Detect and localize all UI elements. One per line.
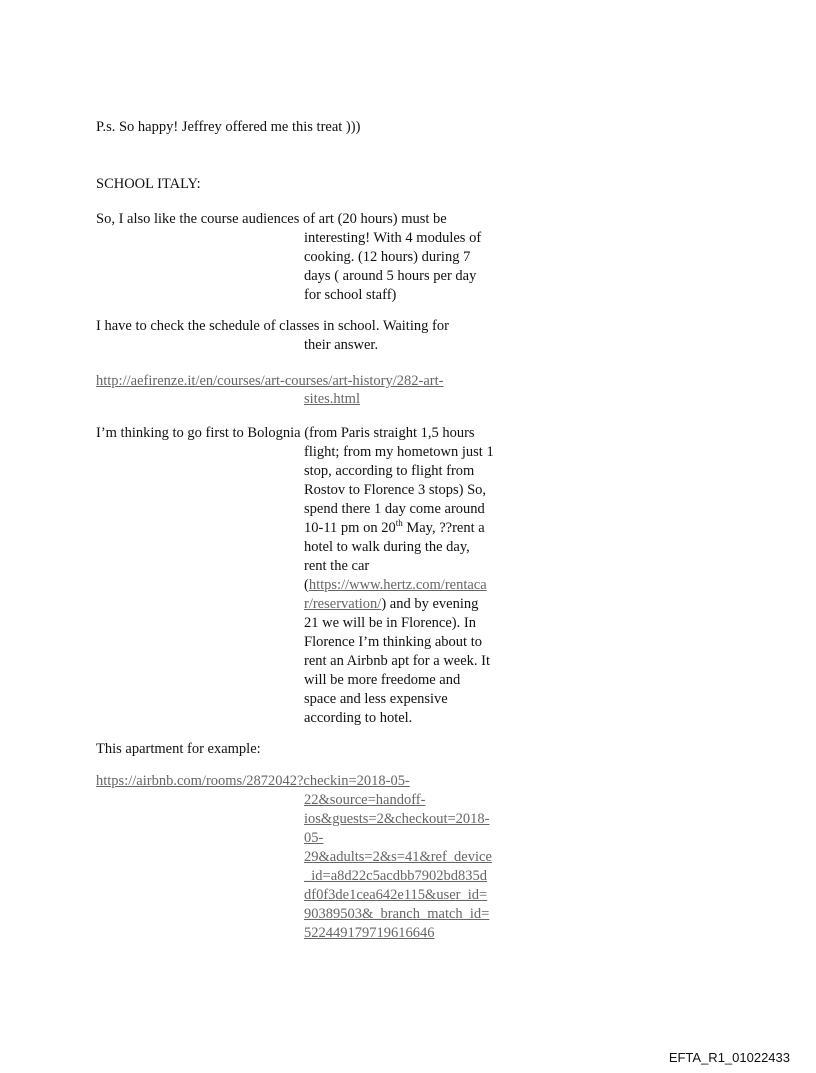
ps-line: P.s. So happy! Jeffrey offered me this treat ))) [96,119,361,135]
paragraph-line: interesting! With 4 modules of [304,230,482,246]
paragraph-line: days ( around 5 hours per day [304,268,477,284]
text-run: ) and by evening [381,596,479,612]
paragraph-line: cooking. (12 hours) during 7 [304,249,471,265]
hertz-link[interactable]: https://www.hertz.com/rentaca [308,577,487,593]
paragraph-line: rent an Airbnb apt for a week. It [304,653,491,669]
superscript-th: th [395,518,403,529]
paragraph-line: hotel to walk during the day, [304,539,470,555]
document-id-footer: EFTA_R1_01022433 [668,1050,790,1065]
airbnb-link[interactable]: _id=a8d22c5acdbb7902bd835d [304,868,487,884]
paragraph-line: So, I also like the course audiences of art (20 hours) must be [96,211,447,227]
aefirenze-link[interactable]: http://aefirenze.it/en/courses/art-courses/art-history/282-art- [96,373,444,389]
text-run: 10-11 pm on 20 [304,520,396,536]
paragraph-line: spend there 1 day come around [304,501,485,517]
airbnb-link[interactable]: 90389503&_branch_match_id= [304,906,490,922]
airbnb-link[interactable]: 29&adults=2&s=41&ref_device [304,849,492,865]
paragraph-line: rent the car [304,558,370,574]
paragraph-line: their answer. [304,337,379,353]
paragraph-line: I have to check the schedule of classes in school. Waiting for [96,318,449,334]
paragraph-line: stop, according to flight from [304,463,475,479]
aefirenze-link[interactable]: sites.html [304,391,360,407]
paragraph-line: for school staff) [304,287,397,303]
paragraph-line: according to hotel. [304,710,413,726]
paragraph-line [304,576,487,595]
paragraph-line: flight; from my hometown just 1 [304,444,494,460]
paragraph-line: Rostov to Florence 3 stops) So, [304,482,487,498]
paragraph-line: space and less expensive [304,691,448,707]
paragraph-line [304,595,478,614]
airbnb-link[interactable]: https://airbnb.com/rooms/2872042?checkin=2018-05- [96,773,410,789]
paragraph-line: Florence I’m thinking about to [304,634,482,650]
paragraph-line: I’m thinking to go first to Bolognia (from Paris straight 1,5 hours [96,425,475,441]
text-run: ( [304,577,309,593]
hertz-link[interactable]: r/reservation/ [304,596,382,612]
text-run: May, ??rent a [402,520,485,536]
airbnb-link[interactable]: 05- [304,830,324,846]
section-heading: SCHOOL ITALY: [96,176,201,192]
paragraph-line: will be more freedome and [304,672,461,688]
airbnb-link[interactable]: df0f3de1cea642e115&user_id= [304,887,488,903]
paragraph-line [304,519,485,538]
airbnb-link[interactable]: ios&guests=2&checkout=2018- [304,811,490,827]
paragraph-line: 21 we will be in Florence). In [304,615,476,631]
airbnb-link[interactable]: 22&source=handoff- [304,792,426,808]
airbnb-link[interactable]: 522449179719616646 [304,925,435,941]
paragraph-line: This apartment for example: [96,741,261,757]
